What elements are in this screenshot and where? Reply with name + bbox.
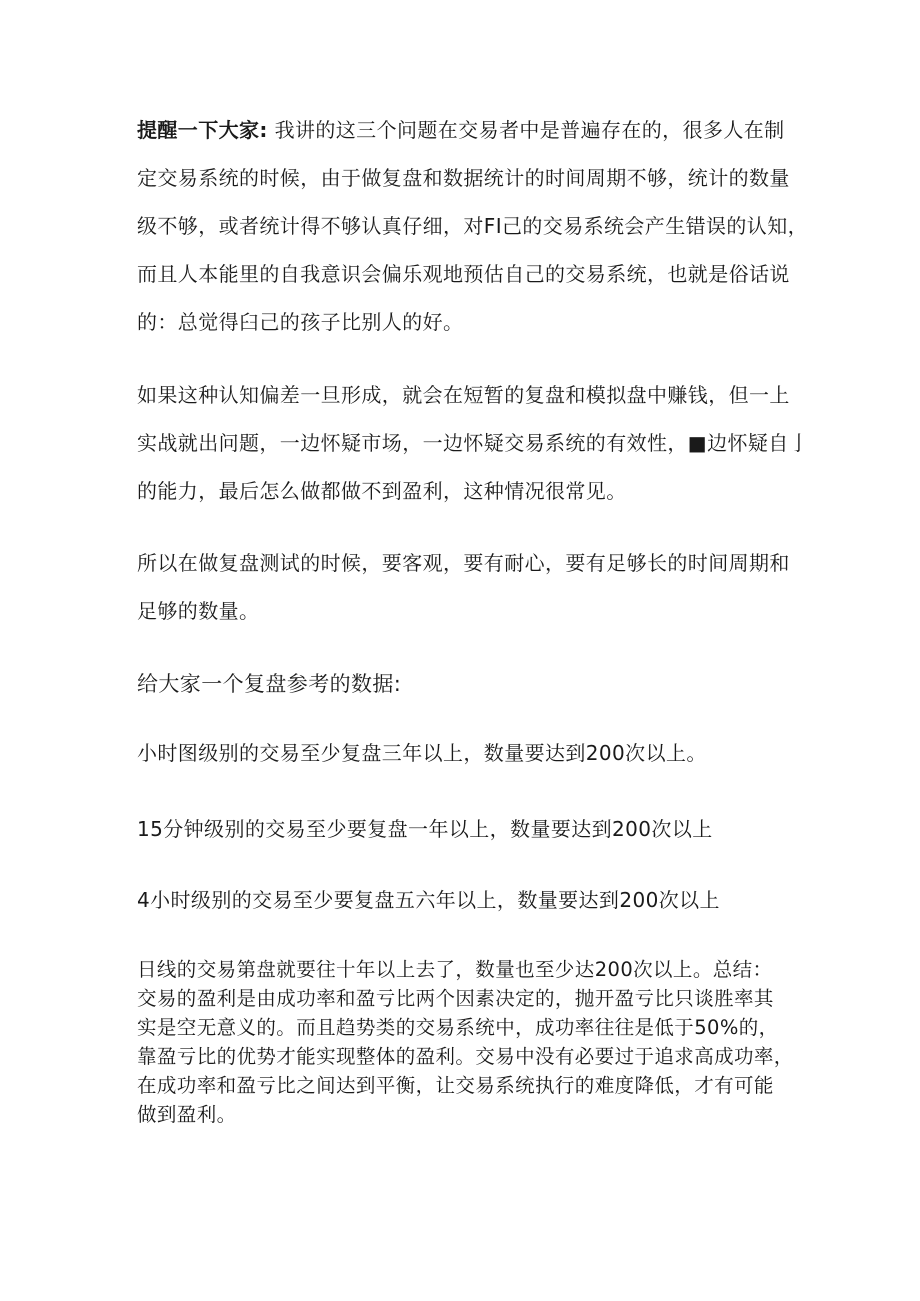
reference-item: 15分钟级别的交易至少要复盘一年以上，数量要达到200次以上	[137, 817, 713, 841]
paragraph-line: 实是空无意义的。而且趋势类的交易系统中，成功率往往是低于50%的，	[137, 1016, 779, 1039]
paragraph-cognitive-bias	[137, 371, 810, 515]
paragraph-line: 足够的数量。	[137, 599, 260, 623]
paragraph-line: 如果这种认知偏差一旦形成，就会在短暂的复盘和模拟盘中赚钱，但一上	[137, 383, 790, 407]
section-heading: 给大家一个复盘参考的数据:	[137, 672, 402, 696]
reference-item: 小时图级别的交易至少复盘三年以上，数量要达到200次以上。	[137, 741, 707, 765]
paragraph-line: 定交易系统的时候，由于做复盘和数据统计的时间周期不够，统计的数量	[137, 166, 790, 190]
paragraph-line: 所以在做复盘测试的时候，要客观，要有耐心，要有足够长的时间周期和	[137, 551, 790, 575]
paragraph-line: 实战就出问题，一边怀疑市场，一边怀疑交易系统的有效性，■边怀疑自亅	[137, 431, 810, 455]
paragraph-reminder	[137, 106, 809, 346]
paragraph-line: 交易的盈利是由成功率和盈亏比两个因素决定的，抛开盈亏比只谈胜率其	[137, 987, 774, 1010]
paragraph-line: 的：总觉得臼己的孩子比别人的好。	[137, 310, 464, 334]
reminder-lead: 提醒一下大家:	[137, 118, 268, 142]
paragraph-line	[137, 106, 797, 154]
paragraph-line: 级不够，或者统计得不够认真仔细，对FI己的交易系统会产生错误的认知，	[137, 214, 809, 238]
paragraph-line: 的能力，最后怎么做都做不到盈利，这种情况很常见。	[137, 479, 627, 503]
reminder-line-text: 我讲的这三个问题在交易者中是普遍存在的，很多人在制	[267, 118, 785, 142]
paragraph-line: 日线的交易第盘就要往十年以上去了，数量也至少达200次以上。总结：	[137, 958, 773, 981]
paragraph-line: 靠盈亏比的优势才能实现整体的盈利。交易中没有必要过于追求高成功率，	[137, 1045, 794, 1068]
paragraph-line: 在成功率和盈亏比之间达到平衡，让交易系统执行的难度降低，才有可能	[137, 1074, 774, 1097]
paragraph-backtest-advice	[137, 539, 797, 635]
paragraph-summary	[137, 955, 797, 1129]
reference-item: 4小时级别的交易至少要复盘五六年以上，数量要达到200次以上	[137, 888, 720, 912]
paragraph-line: 做到盈利。	[137, 1103, 237, 1126]
paragraph-line: 而且人本能里的自我意识会偏乐观地预估自己的交易系统，也就是俗话说	[137, 262, 790, 286]
